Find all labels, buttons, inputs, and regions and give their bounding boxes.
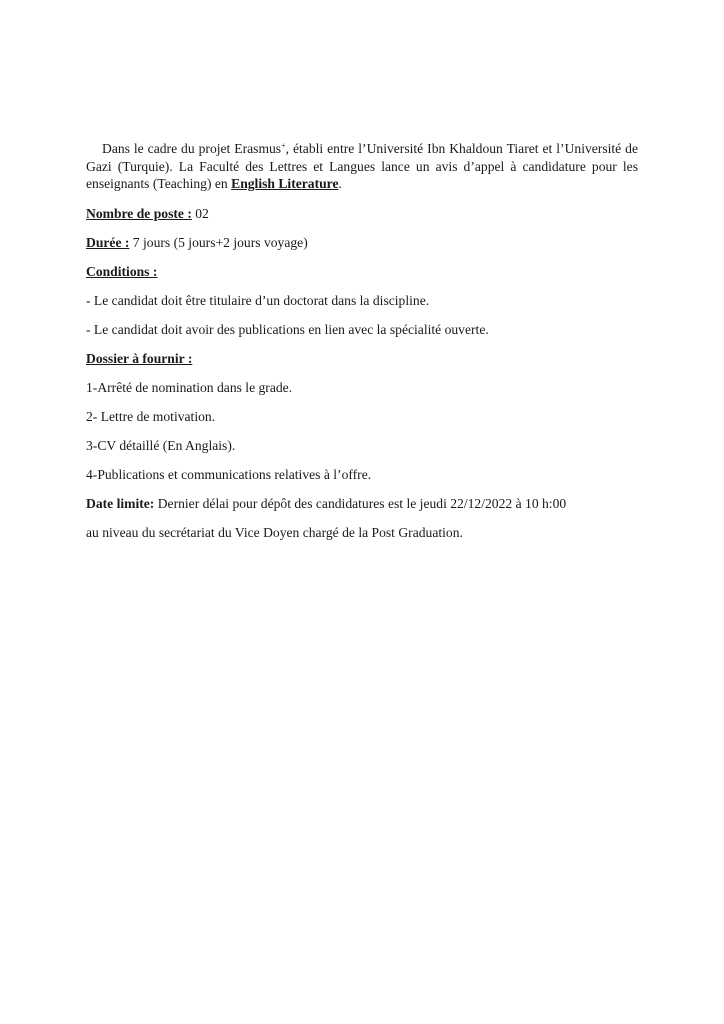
intro-text-3: . (338, 176, 342, 191)
intro-emphasis: English Literature (231, 176, 339, 191)
duree-line (86, 234, 638, 251)
intro-text-2: , établi entre l’Université Ibn Khaldoun Tiaret et l’Université de Gazi (Turquie). La Faculté des Lettres et Langues lance un avis d’appel à candidature pour les enseignants (Teaching) en (86, 141, 639, 191)
date-limite-location: au niveau du secrétariat du Vice Doyen chargé de la Post Graduation. (86, 524, 463, 540)
duree-value: 7 jours (5 jours+2 jours voyage) (129, 234, 308, 250)
dossier-heading-text: Dossier à fournir : (86, 350, 193, 366)
postes-value: 02 (191, 205, 209, 221)
document-body (86, 140, 638, 541)
condition-item: - Le candidat doit avoir des publications en lien avec la spécialité ouverte. (86, 321, 489, 337)
conditions-heading (86, 263, 638, 280)
postes-label: Nombre de poste : (86, 205, 192, 221)
date-limite-label: Date limite: (86, 495, 155, 511)
intro-paragraph (86, 140, 638, 193)
intro-superscript: + (281, 141, 286, 150)
dossier-item: 4-Publications et communications relatives à l’offre. (86, 466, 372, 482)
condition-item: - Le candidat doit être titulaire d’un doctorat dans la discipline. (86, 292, 430, 308)
intro-text-1: Dans le cadre du projet Erasmus (102, 141, 282, 156)
duree-label: Durée : (86, 234, 130, 250)
dossier-heading (86, 350, 638, 367)
conditions-heading-text: Conditions : (86, 263, 158, 279)
postes-line (86, 205, 638, 222)
dossier-item: 2- Lettre de motivation. (86, 408, 216, 424)
dossier-item: 1-Arrêté de nomination dans le grade. (86, 379, 293, 395)
dossier-item: 3-CV détaillé (En Anglais). (86, 437, 236, 453)
date-limite-value: Dernier délai pour dépôt des candidatures est le jeudi 22/12/2022 à 10 h:00 (154, 495, 567, 511)
date-limite-line (86, 495, 638, 512)
